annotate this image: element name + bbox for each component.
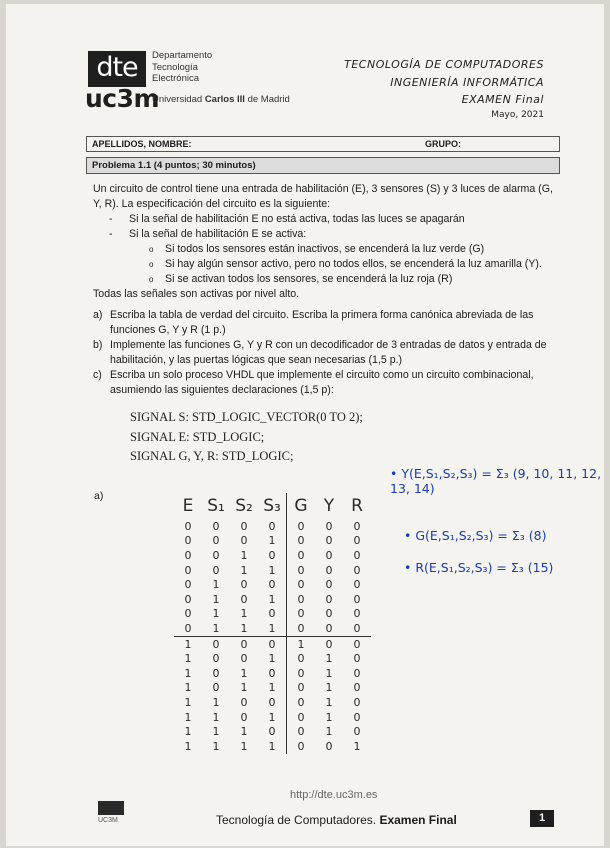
truth-table-row — [174, 724, 371, 739]
truth-table-row — [174, 695, 371, 710]
equation-g: • G(E,S₁,S₂,S₃) = Σ₃ (8) — [404, 528, 547, 543]
truth-table-cell: 0 — [212, 548, 220, 562]
truth-table-cell: 0 — [240, 710, 248, 724]
truth-table-cell: 0 — [353, 710, 361, 724]
answer-label: a) — [94, 490, 104, 502]
truth-table-cell: 0 — [343, 636, 371, 651]
course-header — [344, 56, 544, 122]
truth-table-cell: 1 — [184, 710, 192, 724]
truth-table-header — [174, 493, 371, 519]
truth-table-cell: 1 — [268, 652, 276, 666]
truth-table-cell: 0 — [212, 681, 220, 695]
truth-table-cell: 0 — [325, 563, 333, 577]
truth-table-cell: 0 — [258, 636, 287, 651]
truth-table-cell: 0 — [212, 563, 220, 577]
truth-table-cell: 0 — [287, 563, 316, 578]
department-line: Electrónica — [152, 73, 199, 84]
task-item — [93, 368, 563, 398]
truth-table-cell: 0 — [287, 548, 316, 563]
truth-table-cell: 0 — [325, 607, 333, 621]
truth-table-cell: 1 — [212, 725, 220, 739]
truth-table-cell: 0 — [325, 548, 333, 562]
truth-table-cell: 0 — [184, 578, 192, 592]
truth-table-cell: 1 — [240, 607, 248, 621]
task-item — [93, 338, 563, 368]
truth-table-cell: 0 — [268, 695, 276, 709]
truth-table-cell: 0 — [325, 592, 333, 606]
header-cell: S₂ — [235, 496, 253, 516]
truth-table-cell: 0 — [353, 666, 361, 680]
truth-table-row — [174, 651, 371, 666]
problem-intro: Un circuito de control tiene una entrada de habilitación (E), 3 sensores (S) y 3 luces de alarma (G, Y, R). La especificación del circuito es la siguiente: — [93, 183, 553, 210]
truth-table-cell: 0 — [287, 695, 316, 710]
truth-table-cell: 0 — [287, 577, 316, 592]
truth-table-cell: 0 — [212, 652, 220, 666]
truth-table-cell: 0 — [325, 578, 333, 592]
truth-table-cell: 0 — [287, 621, 316, 636]
truth-table-row — [174, 739, 371, 754]
truth-table-cell: 1 — [240, 725, 248, 739]
spec-sub-bullet: o Si todos los sensores están inactivos, se encenderá la luz verde (G) — [93, 242, 563, 257]
truth-table-cell: 1 — [212, 739, 220, 753]
truth-table-cell: 1 — [184, 681, 192, 695]
truth-table-cell: 1 — [268, 739, 276, 753]
truth-table-cell: 1 — [268, 621, 276, 635]
truth-table-cell: 0 — [353, 725, 361, 739]
truth-table-cell: 1 — [268, 681, 276, 695]
footer-title-prefix: Tecnología de Computadores. — [216, 813, 380, 827]
truth-table-cell: 0 — [353, 621, 361, 635]
task-list — [93, 308, 563, 398]
degree-title: INGENIERÍA INFORMÁTICA — [390, 75, 544, 89]
truth-table-cell: 1 — [268, 534, 276, 548]
truth-table-cell: 0 — [353, 652, 361, 666]
footer-title-bold: Examen Final — [379, 813, 457, 827]
university-name — [152, 94, 290, 105]
truth-table-cell: 0 — [287, 592, 316, 607]
department-line: Departamento — [152, 50, 213, 61]
header-cell: G — [287, 493, 316, 519]
code-line: SIGNAL E: STD_LOGIC; — [130, 429, 265, 444]
group-label: GRUPO: — [425, 139, 461, 149]
university-prefix: Universidad — [152, 94, 205, 105]
exam-sheet — [6, 4, 604, 846]
truth-table-cell: 1 — [212, 621, 220, 635]
truth-table-cell: 0 — [287, 534, 316, 549]
active-high-note: Todas las señales son activas por nivel alto. — [93, 288, 300, 300]
task-label: a) — [93, 309, 103, 321]
department-line: Tecnología — [152, 61, 198, 73]
truth-table-cell: 1 — [353, 739, 361, 753]
truth-table-cell: 0 — [184, 534, 192, 548]
footer-logo — [98, 801, 124, 815]
truth-table-cell: 0 — [353, 695, 361, 709]
student-info-box — [86, 136, 560, 152]
task-label: c) — [93, 369, 102, 381]
truth-table-cell: 0 — [353, 592, 361, 606]
truth-table-cell: 1 — [287, 636, 316, 651]
truth-table-row — [174, 577, 371, 592]
truth-table-cell: 0 — [184, 563, 192, 577]
truth-table-cell: 0 — [287, 681, 316, 696]
truth-table-row — [174, 607, 371, 622]
course-title: TECNOLOGÍA DE COMPUTADORES — [344, 58, 544, 71]
truth-table-cell: 0 — [268, 607, 276, 621]
university-bold: Carlos III — [204, 94, 245, 105]
header-cell: R — [351, 496, 363, 516]
truth-table-row — [174, 592, 371, 607]
truth-table-cell: 0 — [240, 578, 248, 592]
department-name — [152, 50, 212, 85]
truth-table-row — [174, 666, 371, 681]
footer-logo-text: UC3M — [98, 817, 118, 824]
truth-table-cell: 0 — [287, 739, 316, 754]
truth-table-cell: 1 — [212, 710, 220, 724]
truth-table-cell: 1 — [184, 695, 192, 709]
truth-table-cell: 0 — [240, 592, 248, 606]
truth-table-cell: 0 — [353, 548, 361, 562]
truth-table-cell: 1 — [325, 710, 333, 724]
header-cell: S₁ — [207, 496, 225, 516]
exam-title: EXAMEN Final — [461, 93, 544, 106]
truth-table-cell: 0 — [353, 607, 361, 621]
truth-table-cell: 0 — [268, 666, 276, 680]
footer-title — [216, 813, 457, 827]
truth-table-cell: 1 — [268, 563, 276, 577]
truth-table-cell: 0 — [240, 652, 248, 666]
task-text: Escriba un solo proceso VHDL que implemente el circuito como un circuito combinacional, asumiendo las siguientes declaraciones (1,5 p): — [110, 369, 534, 396]
truth-table-cell: 0 — [353, 563, 361, 577]
truth-table-cell: 1 — [240, 621, 248, 635]
equation-r: • R(E,S₁,S₂,S₃) = Σ₃ (15) — [404, 560, 554, 575]
truth-table-cell: 0 — [184, 592, 192, 606]
truth-table-cell: 0 — [184, 607, 192, 621]
truth-table-cell: 1 — [240, 548, 248, 562]
truth-table-cell: 0 — [315, 636, 343, 651]
truth-table-cell: 0 — [184, 621, 192, 635]
truth-table-cell: 0 — [287, 607, 316, 622]
truth-table-cell: 0 — [325, 621, 333, 635]
truth-table-cell: 1 — [325, 725, 333, 739]
truth-table-cell: 1 — [240, 739, 248, 753]
truth-table-cell: 0 — [353, 534, 361, 548]
truth-table-cell: 1 — [240, 666, 248, 680]
spec-sub-bullet: o Si hay algún sensor activo, pero no todos ellos, se encenderá la luz amarilla (Y). — [93, 257, 563, 272]
truth-table-cell: 0 — [184, 519, 192, 533]
task-text: Implemente las funciones G, Y y R con un decodificador de 3 entradas de datos y entrada de habilitación, y las puertas lógicas que sean necesarias (1,5 p.) — [110, 339, 547, 366]
truth-table-cell: 0 — [325, 739, 333, 753]
truth-table-cell: 0 — [325, 519, 333, 533]
footer-url: http://dte.uc3m.es — [290, 789, 378, 801]
truth-table-cell: 0 — [353, 519, 361, 533]
header-cell: E — [182, 496, 194, 516]
problem-title-box — [86, 157, 560, 174]
truth-table — [174, 493, 371, 754]
truth-table-cell: 0 — [268, 578, 276, 592]
truth-table-cell: 0 — [212, 519, 220, 533]
truth-table-row — [174, 636, 371, 651]
truth-table-cell: 0 — [325, 534, 333, 548]
spec-bullet: - Si la señal de habilitación E se activa: — [93, 227, 563, 242]
truth-table-cell: 1 — [174, 636, 202, 651]
task-label: b) — [93, 339, 103, 351]
truth-table-cell: 1 — [325, 681, 333, 695]
truth-table-cell: 1 — [184, 739, 192, 753]
truth-table-cell: 0 — [287, 519, 316, 534]
truth-table-row — [174, 548, 371, 563]
truth-table-cell: 1 — [184, 666, 192, 680]
header-cell: S₃ — [263, 496, 281, 516]
task-item — [93, 308, 563, 338]
truth-table-row — [174, 519, 371, 534]
uc3m-logo: uc3m — [85, 84, 160, 113]
spec-sub-bullet: o Si se activan todos los sensores, se encenderá la luz roja (R) — [93, 272, 563, 287]
spec-bullet: - Si la señal de habilitación E no está activa, todas las luces se apagarán — [93, 212, 563, 227]
problem-statement — [93, 182, 563, 398]
truth-table-cell: 0 — [212, 534, 220, 548]
header-cell: Y — [323, 496, 335, 516]
truth-table-cell: 1 — [325, 695, 333, 709]
truth-table-body — [174, 519, 371, 754]
task-text: Escriba la tabla de verdad del circuito. Escriba la primera forma canónica abreviada de las funciones G, Y y R (1 p.) — [110, 309, 534, 336]
truth-table-cell: 0 — [240, 519, 248, 533]
truth-table-cell: 1 — [212, 695, 220, 709]
truth-table-cell: 0 — [353, 578, 361, 592]
truth-table-cell: 0 — [230, 636, 258, 651]
truth-table-cell: 1 — [184, 725, 192, 739]
truth-table-row — [174, 710, 371, 725]
code-line: SIGNAL G, Y, R: STD_LOGIC; — [130, 449, 294, 463]
truth-table-cell: 0 — [287, 710, 316, 725]
truth-table-cell: 1 — [325, 666, 333, 680]
truth-table-cell: 0 — [287, 724, 316, 739]
truth-table-cell: 0 — [287, 666, 316, 681]
truth-table-cell: 0 — [268, 519, 276, 533]
truth-table-cell: 1 — [184, 652, 192, 666]
truth-table-cell: 0 — [212, 666, 220, 680]
name-label: APELLIDOS, NOMBRE: — [92, 139, 192, 149]
page-number: 1 — [530, 810, 554, 827]
code-line: SIGNAL S: STD_LOGIC_VECTOR(0 TO 2); — [130, 410, 363, 424]
truth-table-cell: 1 — [325, 652, 333, 666]
truth-table-cell: 0 — [184, 548, 192, 562]
vhdl-declarations — [130, 408, 363, 467]
truth-table-cell: 1 — [268, 710, 276, 724]
university-suffix: de Madrid — [244, 94, 290, 105]
equation-y: • Y(E,S₁,S₂,S₃) = Σ₃ (9, 10, 11, 12, 13, 14) — [390, 466, 602, 496]
truth-table-cell: 0 — [240, 534, 248, 548]
truth-table-cell: 0 — [353, 681, 361, 695]
truth-table-cell: 0 — [268, 548, 276, 562]
truth-table-cell: 0 — [202, 636, 230, 651]
exam-date: Mayo, 2021 — [491, 109, 544, 120]
truth-table-cell: 0 — [287, 651, 316, 666]
truth-table-row — [174, 534, 371, 549]
truth-table-cell: 1 — [212, 578, 220, 592]
truth-table-row — [174, 563, 371, 578]
truth-table-cell: 1 — [240, 563, 248, 577]
truth-table-cell: 1 — [268, 592, 276, 606]
dte-logo: dte — [88, 51, 146, 87]
truth-table-cell: 1 — [212, 607, 220, 621]
truth-table-cell: 0 — [268, 725, 276, 739]
problem-title: Problema 1.1 (4 puntos; 30 minutos) — [92, 160, 256, 171]
truth-table-row — [174, 621, 371, 636]
truth-table-cell: 1 — [212, 592, 220, 606]
truth-table-cell: 1 — [240, 681, 248, 695]
truth-table-cell: 0 — [240, 695, 248, 709]
truth-table-row — [174, 681, 371, 696]
